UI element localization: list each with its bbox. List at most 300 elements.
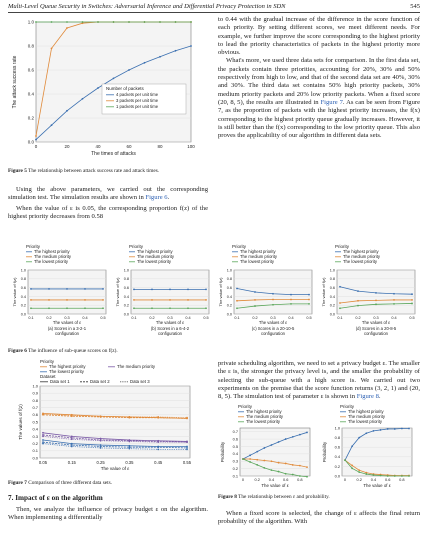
fig7-ytick: 1.0 [32, 383, 38, 389]
figure7-link[interactable]: Figure 7 [320, 98, 343, 106]
fig8-series-low-point-2 [256, 464, 258, 466]
fig8-series-med-point-8 [299, 465, 301, 467]
fig8-ytick: 0.6 [334, 444, 340, 450]
fig7-xtick: 0.05 [38, 460, 48, 465]
fig5-plot-area [36, 22, 191, 142]
fig6-series-med-point-4 [205, 299, 207, 301]
fig6-series-low-point-3 [393, 303, 395, 305]
section7-para: Then, we analyze the influence of privacy budget ε on the algorithm. When implementing a differentially [8, 506, 208, 522]
fig6-legend-entry: The highest priority [137, 249, 173, 254]
fig6-series-med-point-1 [254, 299, 256, 301]
fig8-series-low-point-2 [358, 471, 360, 473]
fig8-series-low-point-5 [380, 475, 382, 477]
fig5-series-2-point-1 [51, 21, 53, 23]
fig6-xlabel: The values of ε [258, 320, 288, 325]
fig6-legend-entry: The medium priority [137, 254, 175, 259]
fig7-xtick: 0.15 [67, 460, 76, 465]
fig6-legend-entry: The highest priority [343, 249, 379, 254]
fig5-series-0-point-7 [144, 62, 146, 64]
fig5-series-0-point-6 [128, 69, 130, 71]
fig5-series-2-point-6 [128, 21, 130, 23]
fig7-xtick: 0.55 [182, 460, 192, 465]
fig7-ytick: 0.5 [32, 419, 38, 425]
fig6-legend-entry: The lowest priority [343, 259, 377, 264]
fig8-series-med-point-7 [292, 464, 294, 466]
fig6-xlabel: The values of ε [155, 320, 185, 325]
fig6-legend-entry: The lowest priority [34, 259, 68, 264]
fig6-series-low-point-2 [169, 307, 171, 309]
fig6-ytick: 1.0 [329, 268, 335, 273]
fig7-ytick: 0.8 [32, 397, 38, 403]
fig6-series-high-point-4 [102, 288, 104, 290]
fig5-series-2-point-10 [190, 21, 192, 23]
fig5-series-0-point-10 [190, 45, 192, 47]
fig8-series-high-point-1 [249, 454, 251, 456]
fig7-series-3-point-0 [42, 432, 44, 434]
fig5-series-2-point-4 [97, 21, 99, 23]
fig7-series-5-point-1 [71, 438, 73, 440]
fig6-xtick: 0.2 [149, 316, 155, 320]
fig8-ytick: 0.4 [232, 451, 238, 457]
left-column-text [8, 186, 208, 221]
fig6-ytick: 0.4 [20, 294, 26, 299]
fig8-series-low-point-7 [292, 474, 294, 476]
fig7-series-2-point-0 [42, 413, 44, 415]
fig8-series-med-point-1 [351, 465, 353, 467]
fig8-series-high-point-7 [394, 428, 396, 430]
fig5-legend-entry: 3 packets per unit time [116, 98, 159, 103]
fig6-ytick: 0.8 [329, 277, 335, 282]
fig6-legend-title: Priority [26, 244, 41, 249]
fig6-ylabel: The value of f(z) [218, 277, 223, 307]
fig5-series-0-point-2 [66, 110, 68, 112]
fig7-series-8-point-4 [157, 448, 159, 450]
fig6-xtick: 0.3 [373, 316, 379, 320]
fig8-series-low-point-8 [299, 475, 301, 477]
fig8-series-med-point-9 [306, 466, 308, 468]
fig5-series-0-point-8 [159, 56, 161, 58]
fig6-xtick: 0.1 [337, 316, 343, 320]
fig8-series-low-point-8 [401, 475, 403, 477]
fig8-series-med-point-2 [256, 459, 258, 461]
fig8-ylabel: Probability [322, 441, 327, 463]
fig6-ytick: 0.2 [226, 303, 232, 308]
fig5-xtick: 0 [34, 144, 38, 149]
fig7-xtick: 0.25 [96, 460, 105, 465]
running-header [8, 3, 420, 13]
fig8-series-med-point-6 [285, 463, 287, 465]
fig6-legend-entry: The lowest priority [137, 259, 171, 264]
fig8-series-high-point-9 [408, 428, 410, 430]
fig8-series-high-point-7 [292, 436, 294, 438]
fig6-subcaption: (d) Scores in a 20-8-5 [355, 326, 397, 331]
fig7-ytick: 0.7 [32, 405, 38, 410]
fig7-series-8-point-5 [186, 448, 188, 450]
fig8-xlabel: The value of ε [363, 483, 391, 488]
fig6-legend-entry: The highest priority [240, 249, 276, 254]
fig6-series-med-point-1 [151, 299, 153, 301]
fig5-series-0-point-4 [97, 87, 99, 89]
fig8-series-low-point-9 [408, 475, 410, 477]
fig5-series-0-point-5 [113, 78, 115, 80]
fig6-series-med-point-3 [393, 299, 395, 301]
fig8-series-high-point-6 [387, 428, 389, 430]
fig6-ytick: 0.8 [226, 277, 232, 282]
fig6-xtick: 0.5 [409, 316, 415, 320]
fig6-xlabel: The values of ε [52, 320, 82, 325]
fig8-xtick: 0 [343, 477, 347, 482]
fig5-series-0-point-3 [82, 98, 84, 100]
fig7-series-2-point-1 [71, 415, 73, 417]
fig6-series-high-point-1 [151, 288, 153, 290]
fig5-legend-title: Number of packets [106, 86, 144, 91]
fig6-series-low-point-2 [375, 303, 377, 305]
fig6-ytick: 0.0 [123, 312, 129, 317]
fig6-xtick: 0.5 [203, 316, 209, 320]
fig6-series-high-point-2 [169, 288, 171, 290]
fig6-ytick: 0.2 [123, 303, 129, 308]
fig6-series-high-point-0 [133, 288, 135, 290]
fig7-ytick: 0.1 [32, 448, 38, 454]
fig8-series-low-point-1 [249, 461, 251, 463]
fig6-series-med-point-2 [66, 299, 68, 301]
fig6-series-low-point-0 [236, 307, 238, 309]
fig6-ylabel: The value of f(z) [321, 277, 326, 307]
fig6-xtick: 0.3 [270, 316, 276, 320]
fig6-ytick: 0.6 [20, 286, 26, 290]
fig5-xtick: 40 [95, 144, 101, 149]
fig7-series-5-point-0 [42, 436, 44, 438]
fig7-series-2-point-4 [157, 416, 159, 418]
fig6-series-low-point-1 [151, 307, 153, 309]
fig6-series-med-point-0 [339, 302, 341, 304]
fig6-ytick: 0.0 [226, 312, 232, 317]
figure6-link[interactable]: Figure 6 [145, 194, 168, 202]
fig6-subcaption: (b) Scores in a 6-4-2 [150, 326, 190, 331]
fig5-ytick: 0.6 [27, 67, 34, 73]
fig5-xtick: 20 [64, 144, 70, 149]
fig6-series-high-point-4 [411, 293, 413, 295]
fig7-dataset-title: Dataset [40, 374, 56, 379]
fig6-series-low-point-0 [133, 307, 135, 309]
fig8-xtick: 0.8 [399, 477, 405, 482]
fig6-xtick: 0.2 [355, 316, 361, 320]
fig6-series-low-point-3 [187, 307, 189, 309]
fig6-subcaption-2: configuration [261, 331, 285, 336]
fig6-subcaption-2: configuration [158, 331, 182, 336]
fig7-series-8-point-3 [129, 448, 131, 450]
fig8-ytick: 0.2 [334, 463, 340, 469]
fig6-series-high-point-1 [254, 291, 256, 293]
fig6-xtick: 0.3 [167, 316, 173, 320]
fig7-legend-entry: The highest priority [49, 364, 86, 369]
fig6-caption [8, 348, 308, 354]
fig5-chart [8, 16, 208, 166]
fig6-xtick: 0.4 [82, 316, 88, 320]
fig6-series-high-point-0 [236, 288, 238, 290]
fig6-legend-title: Priority [335, 244, 350, 249]
fig5-xtick: 80 [157, 144, 163, 149]
fig8-series-high-point-2 [358, 437, 360, 439]
fig6-ylabel: The value of f(z) [12, 277, 17, 307]
fig6-ytick: 1.0 [123, 268, 129, 273]
fig6-ytick: 0.0 [20, 312, 26, 317]
fig8-legend-entry: The lowest priority [348, 419, 382, 424]
fig7-xtick: 0.35 [125, 460, 134, 465]
fig6-series-high-point-1 [357, 290, 359, 292]
fig7-ytick: 0.2 [32, 441, 38, 446]
fig6-subcaption-2: configuration [364, 331, 388, 336]
fig6-series-low-point-4 [308, 303, 310, 305]
fig6-ytick: 0.2 [20, 303, 26, 308]
fig8-ytick: 0.6 [232, 436, 238, 442]
fig8-xtick: 0 [241, 477, 245, 482]
fig8-series-high-point-3 [365, 432, 367, 434]
fig8-caption [218, 494, 420, 500]
right2-para2: When a fixed score is selected, the change of ε affects the final return probability of the algorithm. With [218, 510, 420, 526]
fig8-xtick: 0.8 [297, 477, 303, 482]
fig6-series-low-point-1 [357, 305, 359, 307]
fig8-xtick: 0.6 [384, 477, 391, 482]
fig7-ylabel: The values of f(z) [18, 404, 23, 440]
fig8-series-low-point-6 [285, 473, 287, 475]
fig8-series-med-point-1 [249, 458, 251, 460]
fig7-series-8-point-1 [71, 446, 73, 448]
fig7-caption [8, 480, 208, 486]
fig5-series-2-point-9 [175, 21, 177, 23]
fig6-caption-text: The influence of sub-queue scores on f(z). [28, 348, 118, 354]
section7-heading: 7. Impact of ε on the algorithm [8, 494, 103, 502]
fig7-ytick: 0.9 [32, 390, 38, 396]
right2-para1a: private scheduling algorithm, we need to set a privacy budget ε. The smaller the ε is, the stronger the privacy level is, and the smaller the probability of selecting the sub-queue with a high score is. We carried out two experiments on the premise that the score function returns (3, 2, 1) and (20, 8, 5). The simulation test of parameter ε is shown in [218, 360, 420, 401]
fig6-series-low-point-4 [102, 307, 104, 309]
fig6-series-low-point-0 [339, 307, 341, 309]
fig6-series-med-point-3 [84, 299, 86, 301]
fig5-legend-entry: 4 packets per unit time [116, 92, 159, 97]
fig6-series-high-point-1 [48, 288, 50, 290]
fig5-ytick: 0.0 [27, 139, 34, 145]
fig8-series-low-point-3 [365, 473, 367, 475]
fig8-series-med-point-3 [263, 460, 265, 462]
fig6-series-med-point-0 [30, 299, 32, 301]
fig6-series-med-point-2 [169, 299, 171, 301]
fig8-chart [218, 404, 420, 492]
fig8-xtick: 0.6 [282, 477, 289, 482]
fig6-xtick: 0.5 [100, 316, 106, 320]
fig7-series-8-point-0 [42, 443, 44, 445]
fig8-xlabel: The value of ε [261, 483, 289, 488]
fig8-xtick: 0.2 [356, 477, 362, 482]
fig6-ytick: 0.4 [226, 294, 232, 299]
fig8-series-high-point-2 [256, 451, 258, 453]
fig6-series-low-point-0 [30, 307, 32, 309]
fig5-ytick: 0.4 [27, 91, 34, 97]
fig5-series-1-point-2 [66, 27, 68, 29]
fig5-caption-text: The relationship between attack success rate and attack times. [28, 168, 160, 174]
fig6-legend-entry: The medium priority [240, 254, 278, 259]
fig8-series-low-point-3 [263, 467, 265, 469]
right2-para1b: . [378, 393, 381, 401]
fig5-ytick: 0.8 [27, 43, 34, 49]
fig8-xtick: 0.2 [254, 477, 260, 482]
fig6-series-low-point-2 [272, 304, 274, 306]
fig5-caption-label: Figure 5 [8, 168, 27, 174]
fig6-xtick: 0.3 [64, 316, 70, 320]
fig6-ytick: 0.6 [226, 286, 232, 290]
fig7-ytick: 0.0 [32, 455, 38, 461]
fig7-xtick: 0.45 [154, 460, 163, 465]
fig7-caption-text: Comparison of three different data sets. [28, 480, 112, 486]
fig6-series-med-point-3 [290, 299, 292, 301]
fig8-ytick: 0.7 [232, 429, 238, 435]
fig6-xtick: 0.1 [131, 316, 137, 320]
fig6-series-high-point-3 [290, 294, 292, 296]
fig6-series-high-point-3 [187, 288, 189, 290]
fig6-subcaption-2: configuration [55, 331, 79, 336]
fig8-series-high-point-4 [271, 444, 273, 446]
fig6-subcaption: (c) Scores in a 20-10-5 [251, 326, 295, 331]
fig6-series-high-point-0 [339, 286, 341, 288]
fig6-ytick: 0.0 [329, 312, 335, 317]
fig8-series-high-point-4 [373, 430, 375, 432]
fig5-ylabel: The attack success rate [12, 55, 18, 109]
fig8-series-med-point-2 [358, 469, 360, 471]
fig6-series-high-point-3 [393, 293, 395, 295]
fig7-caption-label: Figure 7 [8, 480, 27, 486]
fig6-series-high-point-2 [375, 292, 377, 294]
fig8-series-high-point-3 [263, 447, 265, 449]
fig8-series-low-point-1 [351, 467, 353, 469]
running-title: Multi-Level Queue Security in Switches: Adversarial Inference and Differential Privacy Protection in SDN [8, 3, 286, 10]
fig5-series-1-point-0 [35, 135, 37, 137]
fig6-legend-entry: The highest priority [34, 249, 70, 254]
fig6-series-high-point-4 [308, 294, 310, 296]
fig7-legend-entry: The lowest priority [49, 369, 84, 374]
fig6-series-high-point-4 [205, 288, 207, 290]
fig7-legend-title: Priority [40, 359, 55, 364]
left-para1: Using the above parameters, we carried out the corresponding simulation test. The simulation results are shown in [8, 186, 208, 202]
fig5-series-0-point-1 [51, 124, 53, 126]
fig6-series-med-point-4 [411, 299, 413, 301]
fig6-xlabel: The values of ε [361, 320, 391, 325]
fig6-xtick: 0.4 [185, 316, 191, 320]
fig7-series-2-point-5 [186, 417, 188, 419]
fig6-xtick: 0.1 [28, 316, 34, 320]
fig6-series-med-point-4 [308, 299, 310, 301]
fig7-series-5-point-5 [186, 441, 188, 443]
fig6-series-low-point-1 [254, 305, 256, 307]
fig6-xtick: 0.4 [288, 316, 294, 320]
fig6-series-med-point-4 [102, 299, 104, 301]
fig6-ytick: 0.8 [123, 277, 129, 282]
fig8-series-high-point-9 [306, 432, 308, 434]
fig6-series-med-point-2 [375, 299, 377, 301]
fig6-series-high-point-3 [84, 288, 86, 290]
fig6-ytick: 0.4 [123, 294, 129, 299]
fig7-series-8-point-2 [100, 447, 102, 449]
fig8-xtick: 0.4 [370, 477, 377, 482]
fig6-ytick: 1.0 [20, 268, 26, 273]
fig7-series-5-point-2 [100, 440, 102, 442]
fig6-xtick: 0.5 [306, 316, 312, 320]
page-number: 545 [410, 3, 420, 10]
fig6-series-low-point-4 [411, 303, 413, 305]
fig6-series-low-point-3 [290, 303, 292, 305]
fig5-xtick: 60 [126, 144, 132, 149]
fig8-series-low-point-0 [242, 458, 244, 460]
fig8-ytick: 0.3 [232, 458, 238, 464]
fig8-series-high-point-8 [401, 428, 403, 430]
fig8-ytick: 0.1 [232, 473, 238, 479]
fig6-xtick: 0.4 [391, 316, 397, 320]
fig8-caption-text: The relationship between ε and probability. [238, 494, 330, 500]
fig6-series-med-point-1 [48, 299, 50, 301]
fig6-xtick: 0.2 [252, 316, 258, 320]
fig5-xlabel: The times of attacks [91, 151, 136, 157]
fig8-series-low-point-5 [278, 471, 280, 473]
fig6-ytick: 0.2 [329, 303, 335, 308]
fig6-legend-entry: The lowest priority [240, 259, 274, 264]
fig8-series-high-point-5 [380, 429, 382, 431]
fig8-ylabel: Probability [220, 441, 225, 463]
fig7-series-2-point-3 [129, 416, 131, 418]
fig8-series-low-point-7 [394, 475, 396, 477]
fig8-series-low-point-0 [344, 459, 346, 461]
right-column-text [218, 16, 420, 140]
fig8-legend-entry: The highest priority [348, 409, 384, 414]
fig8-legend-title: Priority [238, 404, 253, 409]
fig7-ytick: 0.4 [32, 426, 38, 432]
fig5-caption [8, 168, 208, 174]
fig7-series-5-point-4 [157, 441, 159, 443]
fig8-legend-entry: The medium priority [348, 414, 386, 419]
fig8-ytick: 0.0 [334, 473, 340, 479]
fig8-legend-entry: The medium priority [246, 414, 284, 419]
fig6-series-high-point-2 [272, 293, 274, 295]
fig6-ytick: 0.6 [123, 286, 129, 290]
right-para2b: . As can be seen from Figure 7, as the proportion of packets with the highest priority increases, the f(x) corresponding to the highest priority queue gradually increases. However, it is still better than the f(x) corresponding to the low priority queue. This also proves the applicability of our algorithm in different data sets. [218, 98, 421, 140]
fig7-ytick: 0.3 [32, 433, 38, 439]
fig8-xtick: 0.4 [268, 477, 275, 482]
figure8-link[interactable]: Figure 8 [356, 393, 379, 401]
fig8-legend-entry: The highest priority [246, 409, 282, 414]
fig5-series-0-point-9 [175, 50, 177, 52]
fig6-ytick: 0.4 [329, 294, 335, 299]
fig8-legend-title: Priority [340, 404, 355, 409]
fig6-series-high-point-2 [66, 288, 68, 290]
left-para2: When the value of ε is 0.05, the corresponding proportion f(z) of the highest priority decreases from 0.58 [8, 204, 208, 220]
fig6-series-med-point-1 [357, 300, 359, 302]
fig5-series-0-point-0 [35, 139, 37, 141]
fig7-dataset-entry: Data set 3 [130, 379, 150, 384]
fig6-series-low-point-1 [48, 307, 50, 309]
fig6-legend-entry: The medium priority [343, 254, 381, 259]
fig5-series-2-point-7 [144, 21, 146, 23]
fig8-series-high-point-8 [299, 434, 301, 436]
fig8-ytick: 1.0 [334, 425, 340, 431]
fig6-legend-entry: The medium priority [34, 254, 72, 259]
fig5-series-1-point-1 [51, 48, 53, 50]
fig5-legend-entry: 1 packets per unit time [116, 104, 159, 109]
fig5-ytick: 0.2 [27, 115, 34, 121]
fig8-series-low-point-4 [271, 469, 273, 471]
fig8-series-low-point-4 [373, 474, 375, 476]
fig6-ytick: 0.6 [329, 286, 335, 290]
fig6-ytick: 0.8 [20, 277, 26, 282]
fig8-series-med-point-5 [278, 462, 280, 464]
fig7-legend-entry: The medium priority [117, 364, 155, 369]
fig5-xtick: 100 [187, 144, 195, 149]
